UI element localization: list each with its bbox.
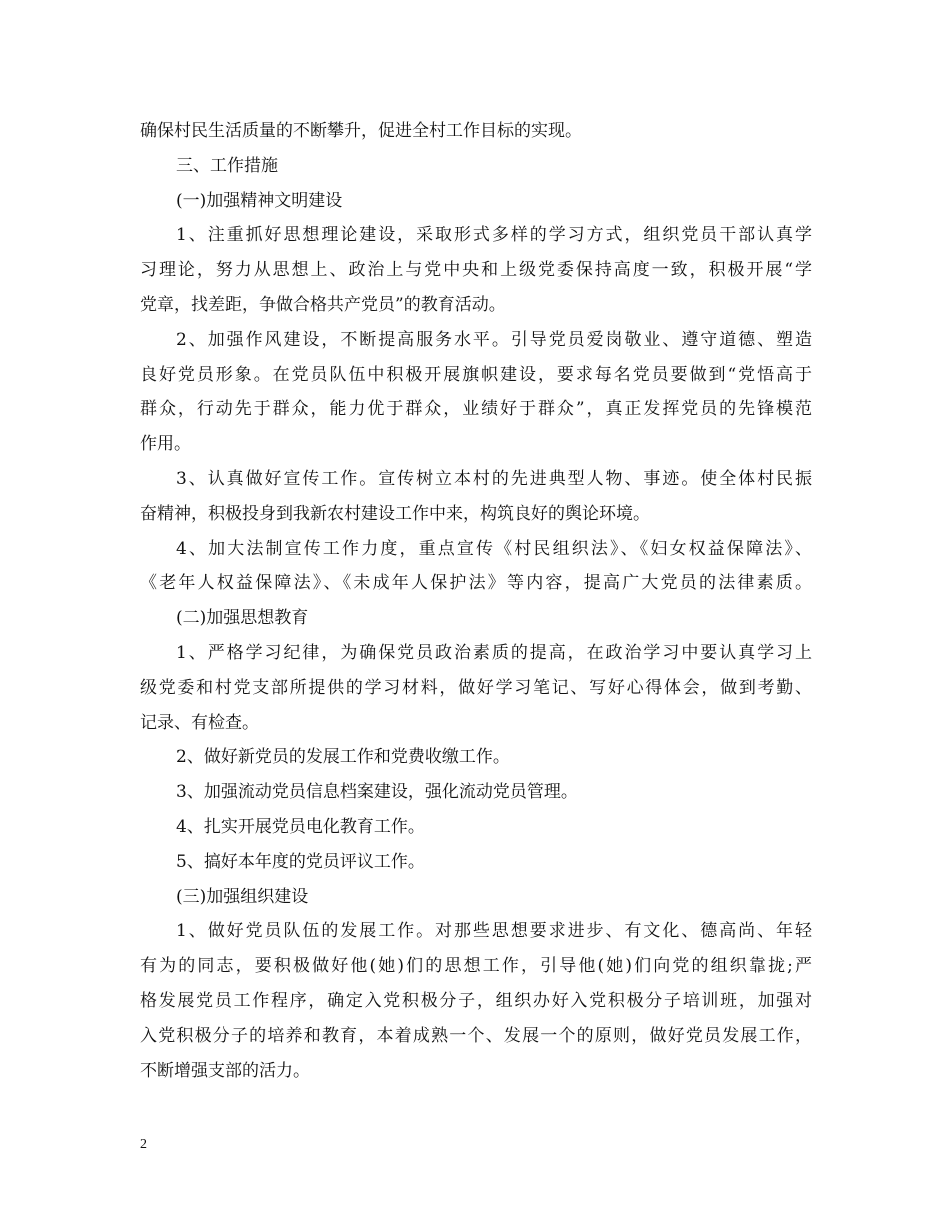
subsection-heading: (一)加强精神文明建设 — [176, 190, 343, 211]
text-line: 1、注重抓好思想理论建设，采取形式多样的学习方式，组织党员干部认真学 — [176, 225, 812, 246]
text-line: 党章，找差距，争做合格共产党员”的教育活动。 — [140, 294, 506, 315]
text-line: 4、加大法制宣传工作力度，重点宣传《村民组织法》、《妇女权益保障法》、 — [176, 538, 812, 559]
section-heading: 三、工作措施 — [176, 155, 278, 176]
text-line: 3、认真做好宣传工作。宣传树立本村的先进典型人物、事迹。使全体村民振 — [176, 468, 812, 489]
text-line: 2、做好新党员的发展工作和党费收缴工作。 — [176, 747, 510, 768]
text-line: 5、搞好本年度的党员评议工作。 — [176, 851, 425, 872]
text-line: 群众，行动先于群众，能力优于群众，业绩好于群众”，真正发挥党员的先锋模范 — [140, 399, 812, 420]
text-line: 有为的同志，要积极做好他(她)们的思想工作，引导他(她)们向党的组织靠拢;严 — [140, 956, 812, 977]
text-line: 格发展党员工作程序，确定入党积极分子，组织办好入党积极分子培训班，加强对 — [140, 990, 812, 1011]
text-line: 入党积极分子的培养和教育，本着成熟一个、发展一个的原则，做好党员发展工作， — [140, 1025, 812, 1046]
text-line: 4、扎实开展党员电化教育工作。 — [176, 816, 425, 837]
text-line: 确保村民生活质量的不断攀升，促进全村工作目标的实现。 — [140, 121, 582, 141]
text-line: 奋精神，积极投身到我新农村建设工作中来，构筑良好的舆论环境。 — [140, 503, 650, 524]
document-body — [140, 114, 812, 1088]
text-line: 良好党员形象。在党员队伍中积极开展旗帜建设，要求每名党员要做到“党悟高于 — [140, 364, 812, 385]
text-line: 1、做好党员队伍的发展工作。对那些思想要求进步、有文化、德高尚、年轻 — [176, 921, 812, 942]
text-line: 作用。 — [140, 434, 191, 455]
text-line: 级党委和村党支部所提供的学习材料，做好学习笔记、写好心得体会，做到考勤、 — [140, 677, 812, 698]
page-number: 2 — [140, 1137, 147, 1152]
text-line: 不断增强支部的活力。 — [140, 1060, 310, 1081]
text-line: 3、加强流动党员信息档案建设，强化流动党员管理。 — [176, 782, 578, 803]
text-line: 习理论，努力从思想上、政治上与党中央和上级党委保持高度一致，积极开展“学 — [140, 260, 812, 281]
subsection-heading: (三)加强组织建设 — [176, 886, 309, 907]
text-line: 1、严格学习纪律，为确保党员政治素质的提高，在政治学习中要认真学习上 — [176, 642, 812, 663]
text-line: 记录、有检查。 — [140, 712, 259, 733]
subsection-heading: (二)加强思想教育 — [176, 608, 309, 629]
text-line: 《老年人权益保障法》、《未成年人保护法》等内容，提高广大党员的法律素质。 — [140, 573, 812, 594]
text-line: 2、加强作风建设，不断提高服务水平。引导党员爱岗敬业、遵守道德、塑造 — [176, 329, 812, 350]
